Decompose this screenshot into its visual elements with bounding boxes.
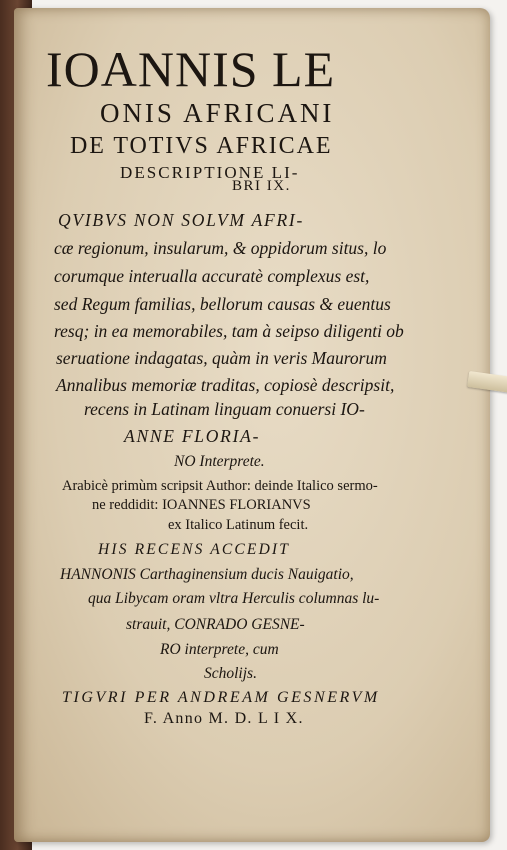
addition-line-2: HANNONIS Carthaginensium ducis Nauigatio, [60, 566, 354, 583]
title-line-2: ONIS AFRICANI [100, 98, 335, 128]
translator-note-line-1: Arabicè primùm scripsit Author: deinde Italico sermo- [62, 478, 378, 494]
summary-line-1: QVIBVS NON SOLVM AFRI- [58, 210, 305, 230]
translator-note-line-2: ne reddidit: IOANNES FLORIANVS [92, 497, 311, 513]
summary-line-4: sed Regum familias, bellorum causas & euentus [54, 294, 391, 314]
title-line-1: IOANNIS LE [46, 41, 336, 97]
addition-line-1: HIS RECENS ACCEDIT [98, 541, 291, 558]
title-line-4: DESCRIPTIONE LI- [120, 163, 300, 182]
translator-note-line-3: ex Italico Latinum fecit. [168, 517, 309, 533]
title-line-5: BRI IX. [232, 178, 291, 194]
addition-line-3: qua Libycam oram vltra Herculis columnas lu- [88, 590, 380, 607]
summary-line-3: corumque interualla accuratè complexus est, [54, 266, 370, 286]
summary-line-6: seruatione indagatas, quàm in veris Maurorum [56, 348, 387, 368]
imprint-line-2: F. Anno M. D. L I X. [144, 710, 304, 727]
summary-line-5: resq; in ea memorabiles, tam à seipso diligenti ob [54, 321, 404, 341]
summary-line-9: ANNE FLORIA- [124, 426, 261, 446]
addition-line-6: Scholijs. [204, 665, 257, 682]
summary-line-10: NO Interprete. [174, 453, 265, 470]
imprint-line-1: TIGVRI PER ANDREAM GESNERVM [62, 689, 380, 706]
addition-line-4: strauit, CONRADO GESNE- [126, 616, 305, 633]
summary-line-2: cæ regionum, insularum, & oppidorum situs, lo [54, 238, 387, 258]
summary-line-7: Annalibus memoriæ traditas, copiosè descripsit, [56, 375, 395, 395]
addition-line-5: RO interprete, cum [160, 641, 279, 658]
title-line-3: DE TOTIVS AFRICAE [70, 133, 333, 159]
summary-line-8: recens in Latinam linguam conuersi IO- [84, 399, 365, 419]
